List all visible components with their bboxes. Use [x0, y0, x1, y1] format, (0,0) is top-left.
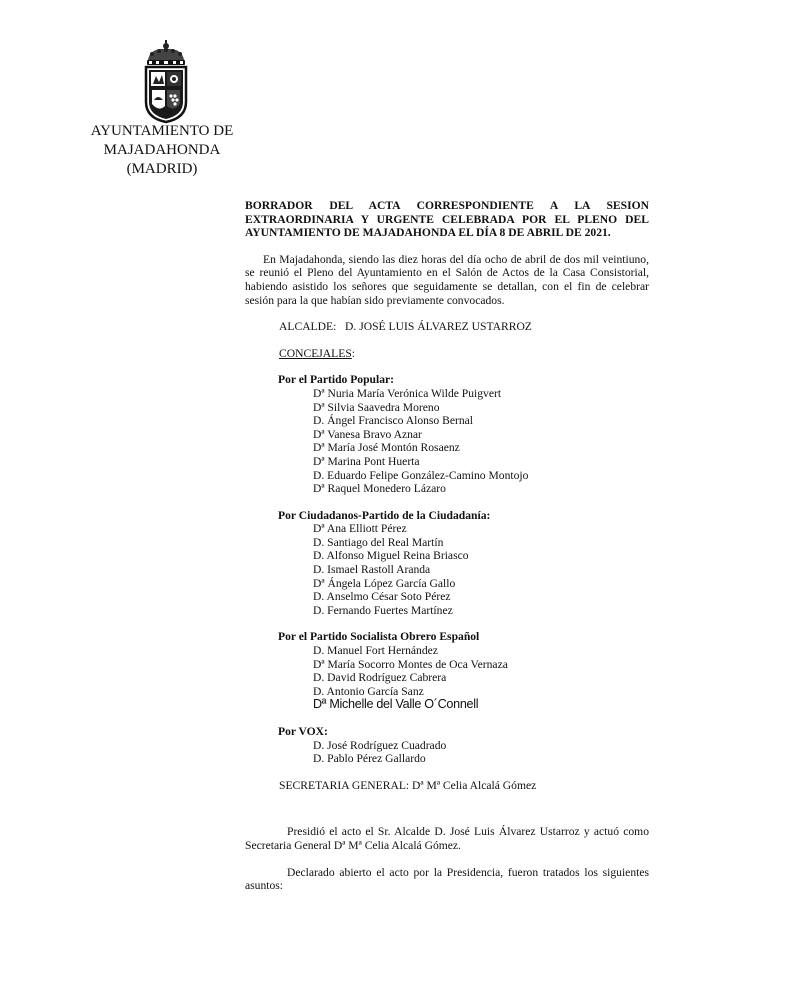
- party-group: [245, 630, 649, 712]
- presided-paragraph: Presidió el acto el Sr. Alcalde D. José Luis Álvarez Ustarroz y actuó como Secretaria General Dª Mª Celia Alcalá Gómez.: [245, 825, 649, 852]
- org-line-2: MAJADAHONDA: [103, 142, 221, 158]
- party-member: D. Fernando Fuertes Martínez: [313, 603, 453, 617]
- party-member: D. Antonio García Sanz: [313, 684, 424, 698]
- party-member: Dª Marina Pont Huerta: [313, 454, 420, 468]
- party-member: D. Manuel Fort Hernández: [313, 644, 438, 658]
- councillors-suffix: :: [351, 346, 356, 360]
- party-member: Dª Vanesa Bravo Aznar: [313, 427, 422, 441]
- secretary-line: SECRETARIA GENERAL: Dª Mª Celia Alcalá Gómez: [279, 778, 537, 792]
- party-member: D. Ángel Francisco Alonso Bernal: [313, 414, 474, 428]
- party-group: [245, 725, 649, 766]
- party-member: Dª Silvia Saavedra Moreno: [313, 400, 440, 414]
- party-member: Dª Raquel Monedero Lázaro: [313, 482, 446, 496]
- party-name: Por VOX:: [278, 725, 328, 738]
- party-member: Dª Michelle del Valle O´Connell: [313, 697, 479, 712]
- party-member: Dª Ana Elliott Pérez: [313, 522, 407, 536]
- mayor-name: D. JOSÉ LUIS ÁLVAREZ USTARROZ: [345, 320, 532, 334]
- party-member: D. Santiago del Real Martín: [313, 535, 444, 549]
- party-member: Dª Nuria María Verónica Wilde Puigvert: [313, 386, 502, 400]
- party-name: Por el Partido Socialista Obrero Español: [278, 630, 480, 644]
- councillors-label: CONCEJALES: [279, 346, 352, 360]
- coat-of-arms-icon: [140, 40, 192, 124]
- party-member: D. Eduardo Felipe González-Camino Montojo: [313, 468, 529, 482]
- councillors-heading: [245, 347, 649, 361]
- party-member: D. Alfonso Miguel Reina Briasco: [313, 549, 469, 563]
- party-name: Por el Partido Popular:: [278, 373, 395, 387]
- minutes-title: BORRADOR DEL ACTA CORRESPONDIENTE A LA SESION EXTRAORDINARIA Y URGENTE CELEBRADA POR EL PLENO DEL AYUNTAMIENTO DE MAJADAHONDA EL DÍA 8 DE ABRIL DE 2021.: [245, 199, 649, 240]
- intro-paragraph: En Majadahonda, siendo las diez horas del día ocho de abril de dos mil veintiuno, se reunió el Pleno del Ayuntamiento en el Salón de Actos de la Casa Consistorial, habiendo asistido los señores que seguidamente se detallan, con el fin de celebrar sesión para la que habían sido previamente convocados.: [245, 252, 649, 307]
- mayor-label: ALCALDE:: [279, 320, 337, 334]
- party-member: D. Ismael Rastoll Aranda: [313, 563, 431, 577]
- party-name: Por Ciudadanos-Partido de la Ciudadanía:: [278, 508, 491, 522]
- org-line-1: AYUNTAMIENTO DE: [90, 123, 234, 139]
- minutes-body: [245, 199, 649, 893]
- org-line-3: (MADRID): [126, 161, 198, 177]
- party-member: D. Anselmo César Soto Pérez: [313, 590, 451, 604]
- party-member: D. José Rodríguez Cuadrado: [313, 738, 447, 752]
- party-member: D. Pablo Pérez Gallardo: [313, 752, 426, 766]
- mayor-line: [245, 320, 649, 334]
- opened-paragraph: Declarado abierto el acto por la Presidencia, fueron tratados los siguientes asuntos:: [245, 865, 649, 893]
- municipality-name: [88, 122, 236, 179]
- party-member: Dª Ángela López García Gallo: [313, 576, 456, 590]
- party-group: [245, 509, 649, 618]
- party-member: Dª María Socorro Montes de Oca Vernaza: [313, 657, 508, 671]
- party-group: [245, 373, 649, 495]
- party-member: D. David Rodríguez Cabrera: [313, 671, 447, 685]
- party-member: Dª María José Montón Rosaenz: [313, 441, 460, 455]
